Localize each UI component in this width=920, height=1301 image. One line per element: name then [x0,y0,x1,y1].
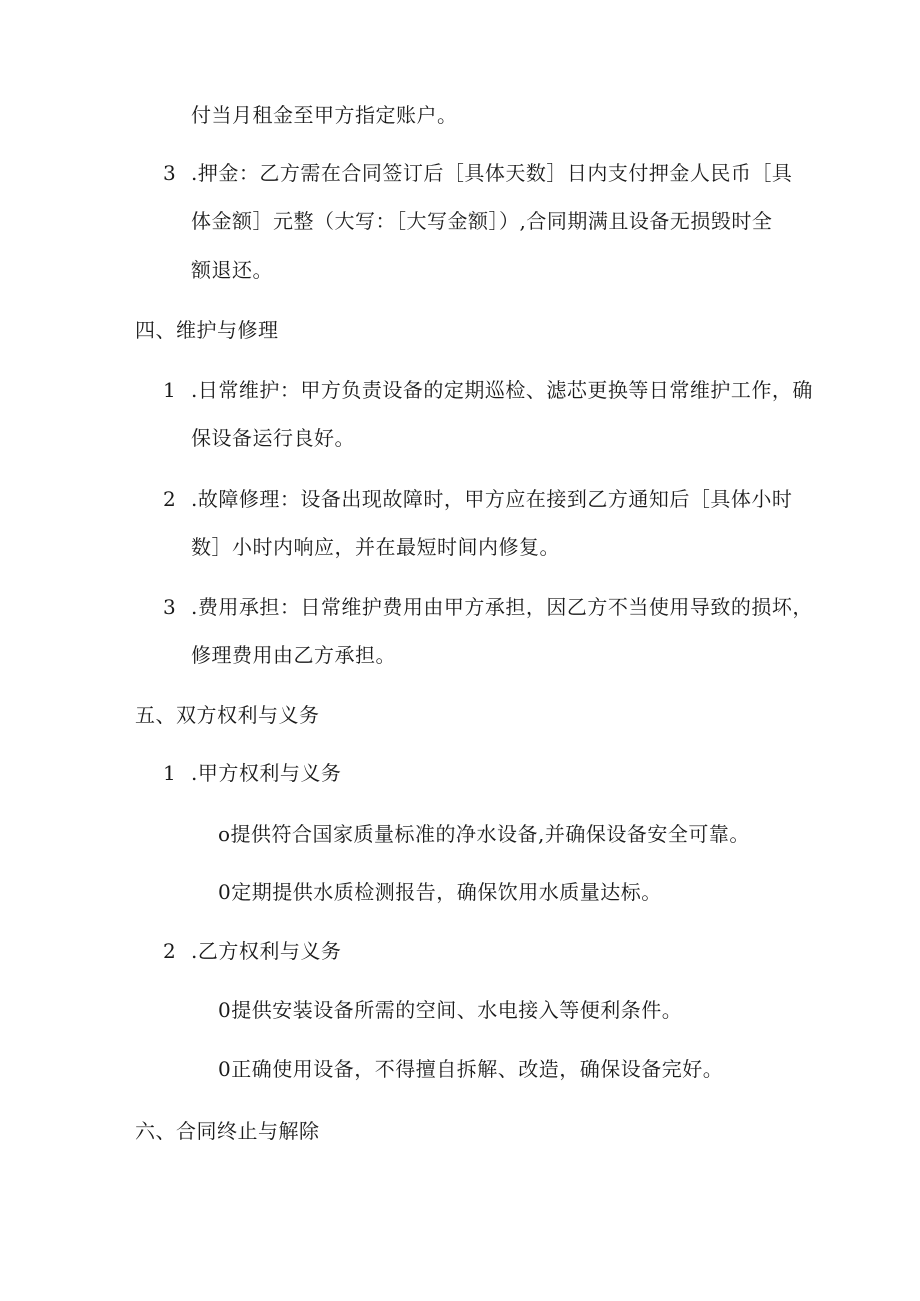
section-heading-termination: 六、合同终止与解除 [135,1119,320,1143]
party-b-bullet-1: 0提供安装设备所需的空间、水电接入等便利条件。 [218,998,683,1022]
clause-text: .甲方权利与义务 [191,761,342,785]
clause-text: .乙方权利与义务 [191,939,342,963]
clause-text: .日常维护：甲方负责设备的定期巡检、滤芯更换等日常维护工作，确 [191,378,813,402]
clause-text: .费用承担：日常维护费用由甲方承担，因乙方不当使用导致的损坏， [191,595,813,619]
party-b-subheading [163,937,341,965]
maintenance-clause-3-line-2: 修理费用由乙方承担。 [191,643,396,667]
clause-number: 2 [163,487,177,511]
section-heading-rights-obligations: 五、双方权利与义务 [135,703,320,727]
maintenance-clause-3-line-1 [163,593,813,621]
clause-number: 3 [163,595,177,619]
clause-number: 3 [163,161,177,185]
deposit-clause-line-1 [163,159,792,187]
deposit-clause-line-3: 额退还。 [191,258,273,282]
clause-number: 2 [163,939,177,963]
maintenance-clause-1-line-1 [163,376,813,404]
clause-text: .故障修理：设备出现故障时，甲方应在接到乙方通知后［具体小时 [191,487,793,511]
clause-text: .押金：乙方需在合同签订后［具体天数］日内支付押金人民币［具 [191,161,793,185]
deposit-clause-line-2: 体金额］元整（大写：［大写金额］）,合同期满且设备无损毁时全 [191,209,773,233]
party-a-subheading [163,759,341,787]
rent-payment-tail: 付当月租金至甲方指定账户。 [191,103,458,127]
maintenance-clause-2-line-1 [163,485,792,513]
clause-number: 1 [163,378,177,402]
party-b-bullet-2: 0正确使用设备，不得擅自拆解、改造，确保设备完好。 [218,1057,724,1081]
clause-number: 1 [163,761,177,785]
party-a-bullet-2: 0定期提供水质检测报告，确保饮用水质量达标。 [218,880,662,904]
maintenance-clause-2-line-2: 数］小时内响应，并在最短时间内修复。 [191,535,560,559]
maintenance-clause-1-line-2: 保设备运行良好。 [191,426,355,450]
party-a-bullet-1: o提供符合国家质量标准的净水设备,并确保设备安全可靠。 [218,822,750,846]
section-heading-maintenance: 四、维护与修理 [135,318,279,342]
